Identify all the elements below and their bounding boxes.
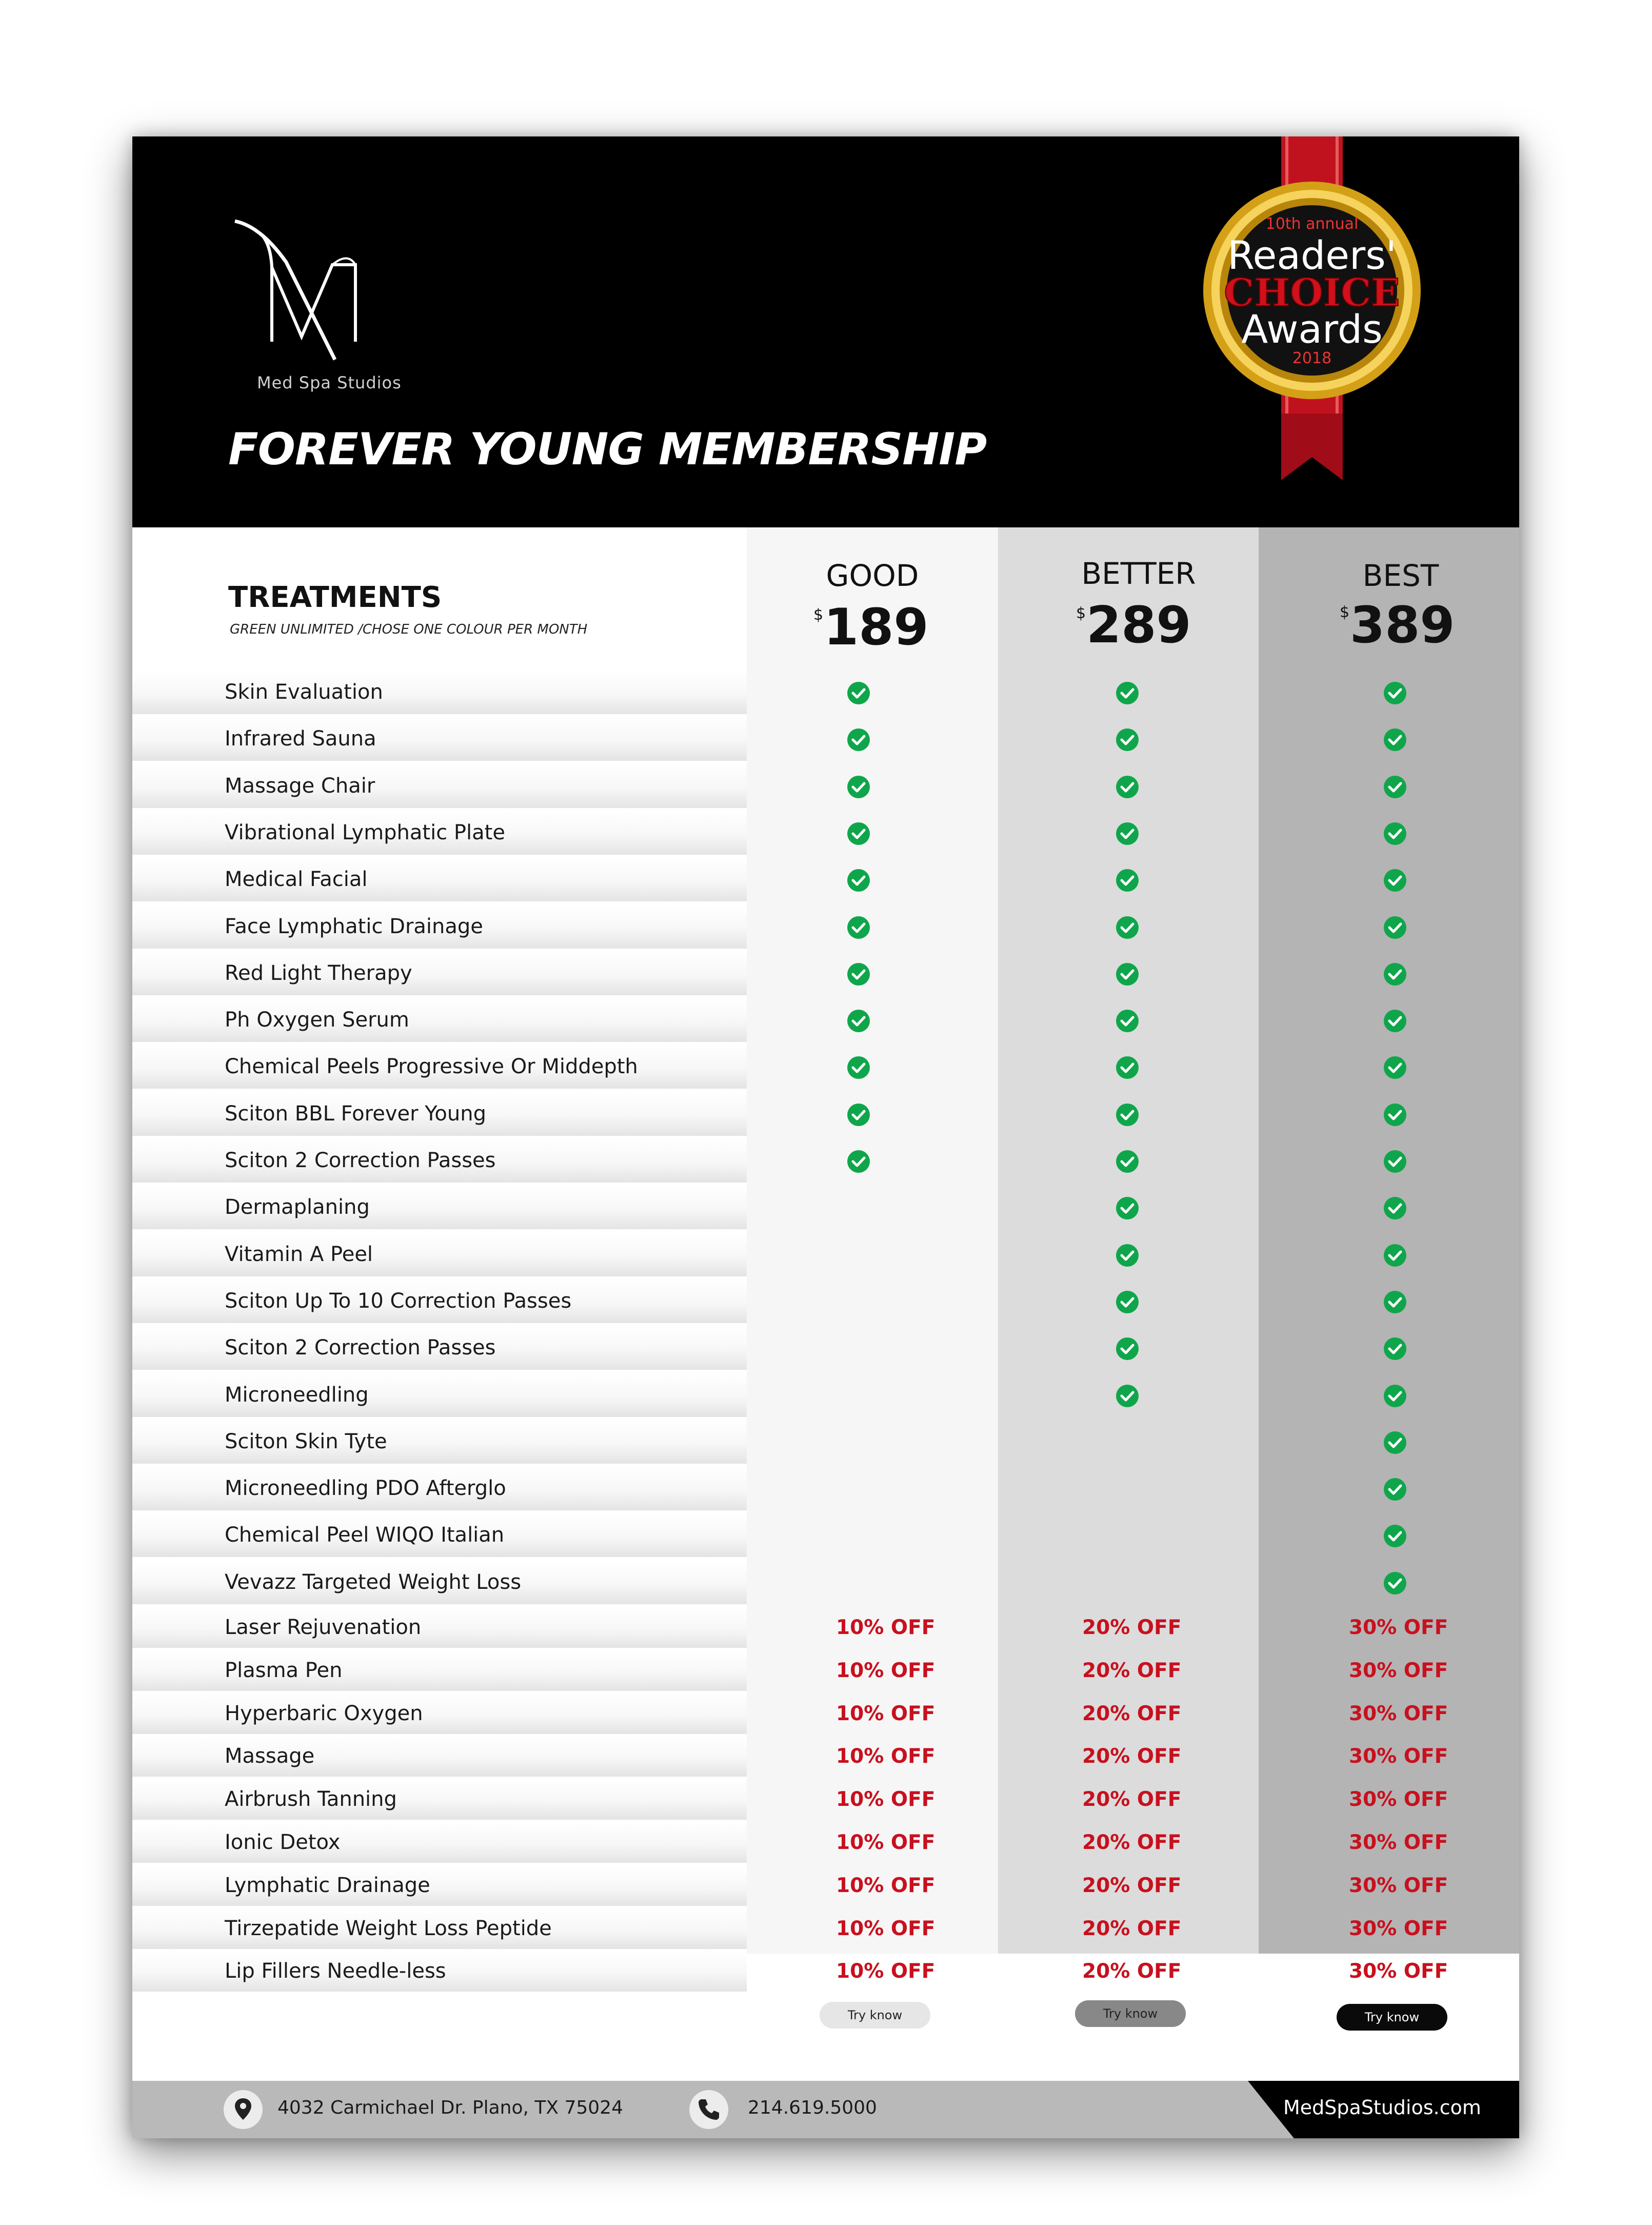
try-button-better[interactable]: Try know <box>1075 2000 1186 2027</box>
tier-price-good: 189 <box>824 598 929 657</box>
discount-badge: 20% OFF <box>1082 1745 1182 1768</box>
treatment-label: Sciton 2 Correction Passes <box>225 1336 496 1360</box>
footer-website[interactable]: MedSpaStudios.com <box>1283 2096 1481 2119</box>
check-circle-icon <box>1116 1337 1139 1361</box>
treatment-label: Tirzepatide Weight Loss Peptide <box>225 1916 552 1940</box>
treatment-label: Dermaplaning <box>225 1195 370 1219</box>
treatment-label: Lymphatic Drainage <box>225 1873 430 1897</box>
treatments-subtitle: GREEN UNLIMITED /CHOSE ONE COLOUR PER MONTH <box>230 622 588 637</box>
check-circle-icon <box>847 1056 870 1079</box>
treatment-label: Hyperbaric Oxygen <box>225 1701 423 1725</box>
check-circle-icon <box>1116 1056 1139 1079</box>
treatment-label: Airbrush Tanning <box>225 1787 397 1811</box>
discount-badge: 10% OFF <box>836 1616 936 1639</box>
tier-price-better: 289 <box>1086 596 1191 655</box>
check-circle-icon <box>1116 1103 1139 1127</box>
footer-phone[interactable]: 214.619.5000 <box>748 2097 877 2118</box>
treatment-label: Massage <box>225 1744 315 1768</box>
check-circle-icon <box>1116 822 1139 845</box>
discount-badge: 30% OFF <box>1349 1874 1448 1897</box>
footer <box>132 2081 1519 2138</box>
award-line1: 10th annual <box>1265 215 1359 233</box>
check-circle-icon <box>847 681 870 705</box>
treatment-label: Chemical Peels Progressive Or Middepth <box>225 1055 638 1079</box>
discount-badge: 20% OFF <box>1082 1917 1182 1940</box>
discount-badge: 30% OFF <box>1349 1788 1448 1811</box>
treatment-label: Face Lymphatic Drainage <box>225 914 483 938</box>
award-line3: CHOICE <box>1224 271 1400 315</box>
treatment-label: Vitamin A Peel <box>225 1242 373 1266</box>
discount-badge: 20% OFF <box>1082 1788 1182 1811</box>
check-circle-icon <box>1383 681 1407 705</box>
check-circle-icon <box>1116 1009 1139 1033</box>
award-line2: Readers' <box>1227 232 1397 278</box>
check-circle-icon <box>1116 869 1139 892</box>
check-circle-icon <box>1116 775 1139 799</box>
treatment-label: Sciton BBL Forever Young <box>225 1101 486 1126</box>
check-circle-icon <box>1383 1478 1407 1501</box>
treatment-label: Microneedling <box>225 1383 369 1407</box>
tier-currency-best: $ <box>1340 603 1350 621</box>
check-circle-icon <box>1383 775 1407 799</box>
check-circle-icon <box>847 775 870 799</box>
discount-badge: 10% OFF <box>836 1745 936 1768</box>
footer-address: 4032 Carmichael Dr. Plano, TX 75024 <box>277 2097 623 2118</box>
check-circle-icon <box>1116 1150 1139 1173</box>
readers-choice-award-badge <box>1199 136 1425 480</box>
check-circle-icon <box>847 869 870 892</box>
treatment-label: Chemical Peel WIQO Italian <box>225 1523 505 1547</box>
discount-badge: 20% OFF <box>1082 1659 1182 1682</box>
check-circle-icon <box>847 1150 870 1173</box>
treatment-label: Laser Rejuvenation <box>225 1616 422 1639</box>
discount-badge: 10% OFF <box>836 1788 936 1811</box>
check-circle-icon <box>847 822 870 845</box>
discount-badge: 10% OFF <box>836 1831 936 1854</box>
discount-badge: 10% OFF <box>836 1960 936 1983</box>
check-circle-icon <box>1116 681 1139 705</box>
treatment-label: Microneedling PDO Afterglo <box>225 1476 506 1501</box>
discount-badge: 20% OFF <box>1082 1616 1182 1639</box>
check-circle-icon <box>1116 1290 1139 1314</box>
phone-icon <box>689 2090 728 2129</box>
tier-currency-good: $ <box>813 606 824 624</box>
check-circle-icon <box>1383 1571 1407 1595</box>
check-circle-icon <box>1116 1384 1139 1408</box>
treatment-label: Ph Oxygen Serum <box>225 1008 409 1032</box>
try-button-best[interactable]: Try know <box>1337 2004 1447 2031</box>
brand-name: Med Spa Studios <box>257 373 402 392</box>
check-circle-icon <box>847 916 870 939</box>
discount-badge: 10% OFF <box>836 1917 936 1940</box>
treatment-label: Massage Chair <box>225 774 375 798</box>
check-circle-icon <box>847 728 870 752</box>
check-circle-icon <box>1383 1103 1407 1127</box>
discount-badge: 10% OFF <box>836 1874 936 1897</box>
treatments-title: TREATMENTS <box>228 581 442 614</box>
treatment-label: Vevazz Targeted Weight Loss <box>225 1570 522 1594</box>
tier-name-good: GOOD <box>826 558 919 593</box>
logo-monogram <box>230 216 379 365</box>
treatment-label: Skin Evaluation <box>225 680 383 704</box>
treatment-label: Plasma Pen <box>225 1658 343 1682</box>
check-circle-icon <box>1116 728 1139 752</box>
discount-badge: 10% OFF <box>836 1702 936 1725</box>
discount-badge: 20% OFF <box>1082 1702 1182 1725</box>
check-circle-icon <box>1383 1150 1407 1173</box>
discount-badge: 20% OFF <box>1082 1874 1182 1897</box>
check-circle-icon <box>847 962 870 986</box>
treatment-label: Lip Fillers Needle-less <box>225 1959 446 1983</box>
check-circle-icon <box>1383 1431 1407 1454</box>
discount-badge: 20% OFF <box>1082 1831 1182 1854</box>
try-button-good[interactable]: Try know <box>820 2002 930 2029</box>
check-circle-icon <box>847 1103 870 1127</box>
treatment-label: Ionic Detox <box>225 1830 341 1854</box>
check-circle-icon <box>1383 962 1407 986</box>
discount-badge: 30% OFF <box>1349 1616 1448 1639</box>
check-circle-icon <box>1383 1337 1407 1361</box>
treatment-label: Sciton Up To 10 Correction Passes <box>225 1289 572 1313</box>
discount-badge: 10% OFF <box>836 1659 936 1682</box>
tier-currency-better: $ <box>1076 604 1086 622</box>
tier-name-better: BETTER <box>1081 556 1196 591</box>
location-pin-icon <box>224 2090 263 2129</box>
check-circle-icon <box>1383 1244 1407 1267</box>
check-circle-icon <box>1383 728 1407 752</box>
treatment-label: Red Light Therapy <box>225 961 412 985</box>
check-circle-icon <box>1116 1244 1139 1267</box>
discount-badge: 30% OFF <box>1349 1917 1448 1940</box>
check-circle-icon <box>1383 1524 1407 1548</box>
membership-sheet <box>132 136 1519 2138</box>
check-circle-icon <box>1116 1196 1139 1220</box>
check-circle-icon <box>1383 1009 1407 1033</box>
header <box>132 136 1519 527</box>
check-circle-icon <box>1116 962 1139 986</box>
award-line4: Awards <box>1241 306 1383 352</box>
check-circle-icon <box>1116 916 1139 939</box>
discount-badge: 20% OFF <box>1082 1960 1182 1983</box>
check-circle-icon <box>1383 1384 1407 1408</box>
check-circle-icon <box>1383 869 1407 892</box>
check-circle-icon <box>1383 916 1407 939</box>
discount-badge: 30% OFF <box>1349 1745 1448 1768</box>
tier-price-best: 389 <box>1350 596 1455 655</box>
discount-badge: 30% OFF <box>1349 1831 1448 1854</box>
treatment-label: Sciton 2 Correction Passes <box>225 1149 496 1172</box>
discount-badge: 30% OFF <box>1349 1960 1448 1983</box>
discount-badge: 30% OFF <box>1349 1702 1448 1725</box>
check-circle-icon <box>1383 1056 1407 1079</box>
tier-column-good <box>747 527 998 1954</box>
award-year: 2018 <box>1292 349 1332 367</box>
check-circle-icon <box>1383 822 1407 845</box>
treatment-label: Sciton Skin Tyte <box>225 1429 387 1453</box>
check-circle-icon <box>1383 1196 1407 1220</box>
discount-badge: 30% OFF <box>1349 1659 1448 1682</box>
treatment-label: Infrared Sauna <box>225 727 376 751</box>
treatment-label: Vibrational Lymphatic Plate <box>225 820 505 844</box>
page-title: FOREVER YOUNG MEMBERSHIP <box>228 424 987 475</box>
treatment-label: Medical Facial <box>225 868 368 892</box>
check-circle-icon <box>1383 1290 1407 1314</box>
check-circle-icon <box>847 1009 870 1033</box>
tier-name-best: BEST <box>1362 558 1439 593</box>
